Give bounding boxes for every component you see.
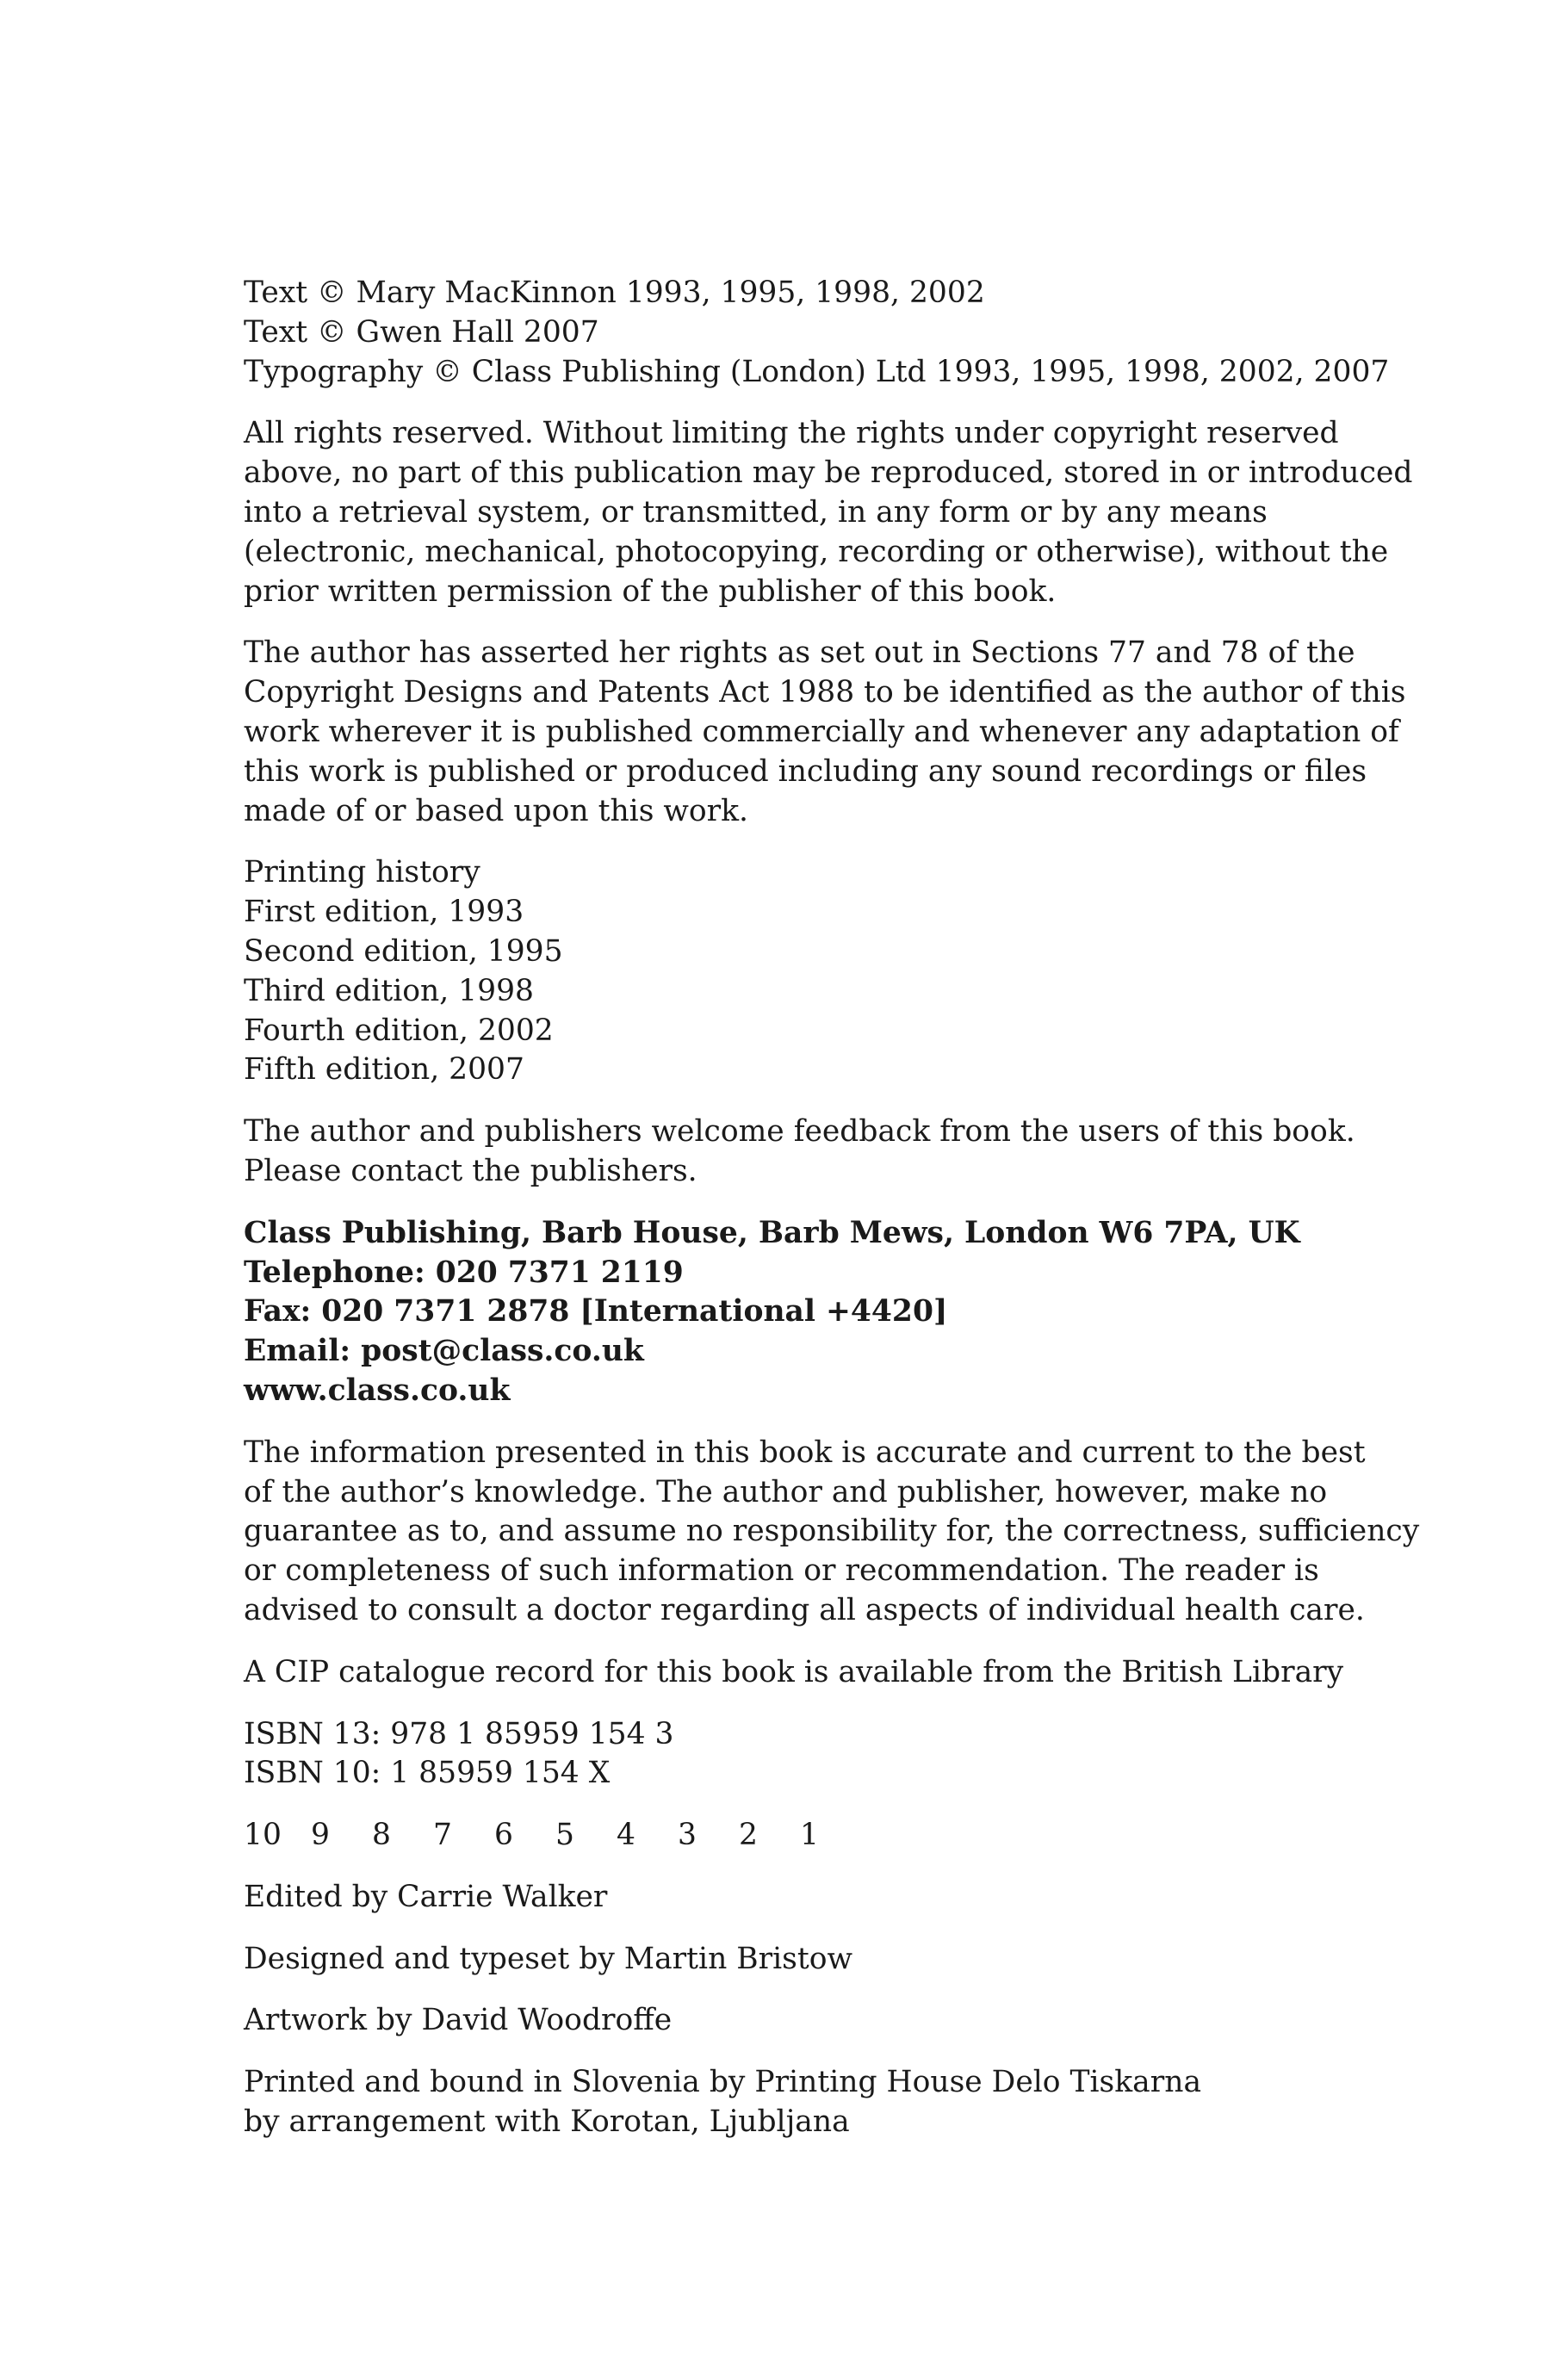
paragraph-line: or completeness of such information or recommendation. The reader is [244,1553,1319,1589]
paragraph-line: into a retrieval system, or transmitted, in any form or by any means [244,494,1268,530]
impression-number: 10 [244,1818,282,1853]
printer-credit [244,2063,1484,2142]
editor-credit [244,1878,1484,1918]
edition-line: Fourth edition, 2002 [244,1013,554,1048]
paragraph-line: this work is published or produced including any sound recordings or files [244,753,1367,789]
artwork-credit [244,2001,1484,2041]
cip-record [244,1653,1484,1693]
impression-number: 2 [739,1818,758,1853]
publisher-address: Class Publishing, Barb House, Barb Mews, London W6 7PA, UK [244,1215,1300,1250]
edition-line: Second edition, 1995 [244,933,563,969]
isbn-13: ISBN 13: 978 1 85959 154 3 [244,1716,674,1751]
paragraph-line: The author has asserted her rights as set out in Sections 77 and 78 of the [244,635,1355,671]
isbn-10: ISBN 10: 1 85959 154 X [244,1756,611,1791]
impression-number: 9 [311,1818,330,1853]
credit-line: Edited by Carrie Walker [244,1879,608,1914]
printing-history [244,853,1484,1090]
impression-number: 4 [617,1818,635,1853]
cip-line: A CIP catalogue record for this book is available from the British Library [244,1654,1344,1689]
paragraph-line: work wherever it is published commercially and whenever any adaptation of [244,714,1399,749]
paragraph-line: of the author’s knowledge. The author and publisher, however, make no [244,1474,1328,1509]
paragraph-line: Please contact the publishers. [244,1153,697,1188]
impression-number: 6 [494,1818,513,1853]
paragraph-line: guarantee as to, and assume no responsibility for, the correctness, sufficiency [244,1514,1420,1549]
paragraph-line: above, no part of this publication may be reproduced, stored in or introduced [244,456,1413,491]
copyright-line: Typography © Class Publishing (London) Ltd 1993, 1995, 1998, 2002, 2007 [244,354,1390,389]
feedback-paragraph [244,1113,1484,1192]
author-rights-paragraph [244,634,1484,831]
impression-number: 1 [800,1818,819,1853]
publisher-email: Email: post@class.co.uk [244,1334,644,1369]
printing-history-heading: Printing history [244,855,480,890]
publisher-website: www.class.co.uk [244,1373,511,1408]
edition-line: Fifth edition, 2007 [244,1052,524,1088]
disclaimer-paragraph [244,1434,1484,1631]
paragraph-line: made of or based upon this work. [244,793,749,828]
publisher-fax: Fax: 020 7371 2878 [International +4420] [244,1294,948,1329]
edition-line: Third edition, 1998 [244,973,534,1008]
copyright-line: Text © Mary MacKinnon 1993, 1995, 1998, 2002 [244,276,985,310]
printer-line: by arrangement with Korotan, Ljubljana [244,2104,850,2140]
publisher-telephone: Telephone: 020 7371 2119 [244,1255,684,1290]
impression-number: 5 [555,1818,574,1853]
publisher-contact [244,1214,1484,1411]
impression-line [244,1816,1484,1856]
paragraph-line: The information presented in this book is accurate and current to the best [244,1435,1366,1470]
paragraph-line: The author and publishers welcome feedback from the users of this book. [244,1114,1355,1150]
impression-number: 7 [433,1818,452,1853]
impression-number: 8 [372,1818,391,1853]
paragraph-line: (electronic, mechanical, photocopying, recording or otherwise), without the [244,534,1389,569]
copyright-notice [244,274,1484,392]
paragraph-line: All rights reserved. Without limiting the rights under copyright reserved [244,416,1339,451]
paragraph-line: prior written permission of the publisher of this book. [244,573,1057,609]
impression-number: 3 [678,1818,697,1853]
edition-line: First edition, 1993 [244,895,524,930]
copyright-page [244,274,1484,2165]
rights-paragraph [244,414,1484,611]
credit-line: Artwork by David Woodroffe [244,2003,673,2038]
paragraph-line: Copyright Designs and Patents Act 1988 to be identified as the author of this [244,675,1406,710]
designer-credit [244,1940,1484,1980]
credit-line: Designed and typeset by Martin Bristow [244,1941,852,1976]
paragraph-line: advised to consult a doctor regarding all aspects of individual health care. [244,1592,1365,1627]
copyright-line: Text © Gwen Hall 2007 [244,314,599,350]
printer-line: Printed and bound in Slovenia by Printing House Delo Tiskarna [244,2065,1202,2100]
isbn-block [244,1715,1484,1794]
